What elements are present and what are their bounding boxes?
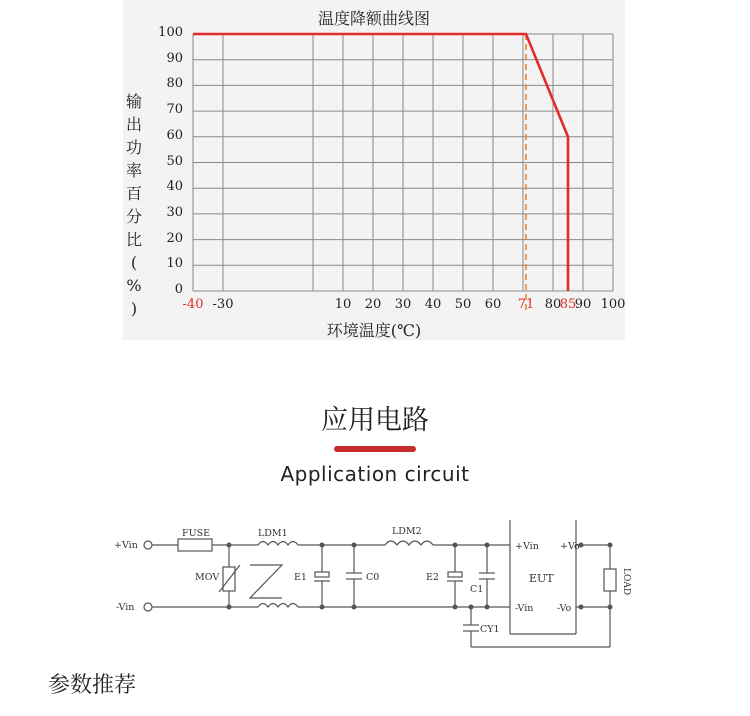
y-tick-label: 10: [166, 256, 183, 272]
x-tick-label: 10: [334, 297, 352, 312]
label-cy1: CY1: [480, 624, 500, 635]
y-tick-label: 70: [166, 102, 183, 118]
label-vo-pos: +Vo: [560, 541, 580, 552]
y-tick-label: 90: [166, 50, 183, 66]
ldm1-bottom-coil: [258, 604, 298, 608]
derating-chart: [123, 0, 625, 340]
label-fuse: FUSE: [182, 528, 211, 539]
x-tick-label: 90: [574, 297, 592, 312]
load-symbol: [604, 569, 616, 591]
x-tick-label: 30: [394, 297, 412, 312]
vin-neg-terminal: [144, 603, 152, 611]
x-tick-label: 20: [364, 297, 382, 312]
y-tick-label: 60: [166, 127, 183, 143]
chart-x-axis-label: 环境温度(℃): [326, 321, 422, 340]
y-tick-label: 0: [174, 282, 183, 297]
label-e1: E1: [294, 572, 307, 583]
application-circuit: [0, 510, 750, 660]
label-vin-pos: +Vin: [114, 540, 138, 551]
y-tick-label: 100: [158, 25, 183, 40]
ldm2-coil: [385, 541, 433, 545]
label-eut: EUT: [529, 572, 554, 585]
x-tick-label: -40: [182, 297, 204, 312]
label-load: LOAD: [621, 568, 631, 596]
section-title: 应用电路: [321, 405, 429, 436]
label-mov: MOV: [195, 572, 220, 583]
label-ldm1: LDM1: [258, 528, 288, 539]
label-ldm2: LDM2: [392, 526, 422, 537]
y-tick-label: 40: [166, 179, 183, 195]
label-eut-vin-pos: +Vin: [515, 541, 539, 552]
x-tick-label: 85: [559, 297, 577, 312]
label-c0: C0: [366, 572, 380, 583]
label-vo-neg: -Vo: [557, 603, 572, 614]
fuse-symbol: [178, 539, 212, 551]
x-tick-label: 100: [600, 297, 626, 312]
y-tick-label: 30: [166, 204, 183, 220]
chart-plot: [123, 0, 625, 340]
vin-pos-terminal: [144, 541, 152, 549]
ldm1-core-mark: [250, 565, 282, 598]
ldm1-top-coil: [258, 542, 298, 546]
label-e2: E2: [426, 572, 439, 583]
section-underline: [334, 446, 416, 452]
section-subtitle: Application circuit: [280, 462, 470, 486]
params-heading: 参数推荐: [48, 673, 137, 698]
x-tick-label: 60: [484, 297, 502, 312]
chart-y-axis-label: 输 出 功 率 百 分 比 ( % ): [125, 92, 142, 318]
chart-title: 温度降额曲线图: [317, 9, 430, 28]
label-eut-vin-neg: -Vin: [515, 603, 534, 614]
x-tick-label: 50: [454, 297, 472, 312]
y-tick-label: 20: [166, 230, 183, 246]
x-tick-label: -30: [212, 297, 234, 312]
x-tick-label: 71: [517, 297, 535, 312]
x-tick-label: 40: [424, 297, 442, 312]
x-tick-label: 80: [544, 297, 562, 312]
y-tick-label: 80: [166, 76, 183, 92]
y-tick-label: 50: [166, 153, 183, 169]
label-c1: C1: [470, 584, 484, 595]
label-vin-neg: -Vin: [116, 602, 135, 613]
